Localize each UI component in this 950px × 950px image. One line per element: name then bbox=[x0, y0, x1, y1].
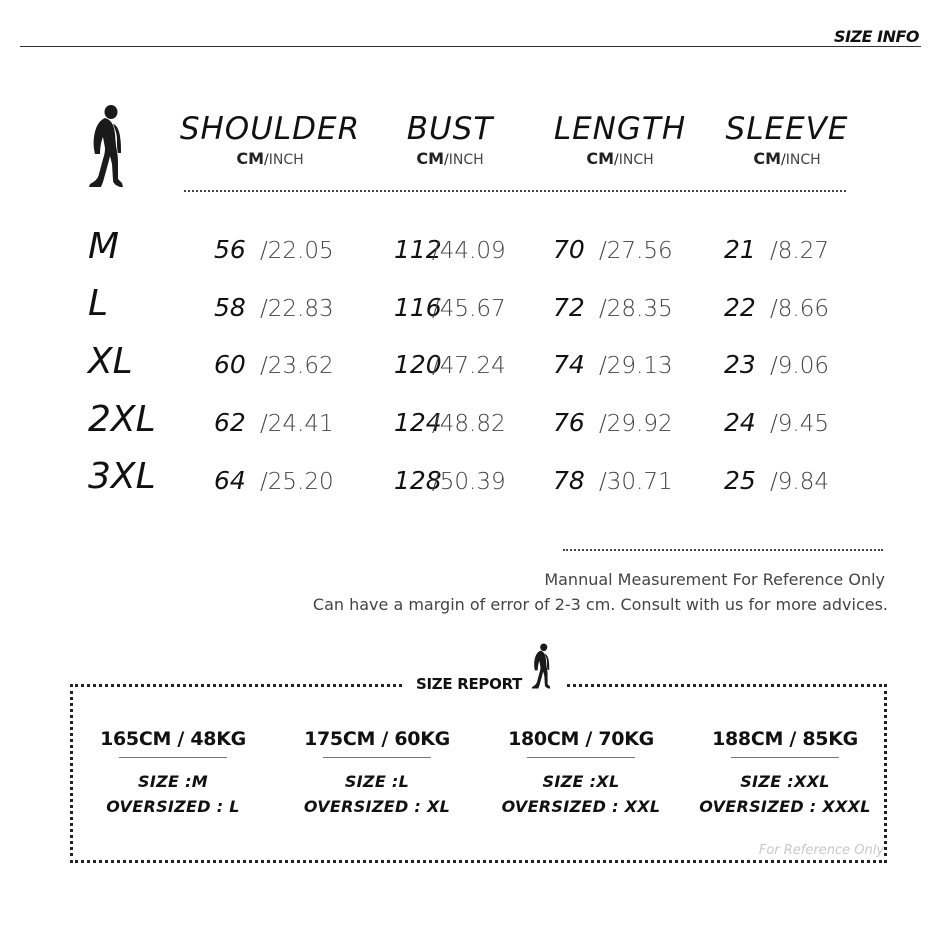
table-cell-shoulder: 56 /22.05 bbox=[214, 235, 334, 264]
column-name: SHOULDER bbox=[179, 111, 361, 147]
size-report-heading bbox=[404, 640, 564, 696]
table-cell-shoulder: 62 /24.41 bbox=[214, 408, 334, 437]
error-margin-note: Can have a margin of error of 2-3 cm. Consult with us for more advices. bbox=[312, 595, 888, 614]
entry-divider bbox=[731, 757, 839, 758]
size-report-entry bbox=[690, 726, 880, 819]
table-cell-sleeve: 21 /8.27 bbox=[724, 235, 829, 264]
height-weight: 165CM / 48KG bbox=[100, 728, 246, 750]
size-report-title: SIZE REPORT bbox=[416, 675, 523, 693]
height-weight: 175CM / 60KG bbox=[304, 728, 450, 750]
size-label: 2XL bbox=[88, 399, 156, 440]
size-report-entry bbox=[486, 726, 676, 819]
header-divider bbox=[20, 46, 921, 47]
reference-only-note: For Reference Only bbox=[758, 843, 884, 858]
column-unit: CM/INCH bbox=[416, 149, 484, 168]
column-name: SLEEVE bbox=[725, 111, 849, 147]
column-unit: CM/INCH bbox=[236, 149, 304, 168]
entry-divider bbox=[119, 757, 227, 758]
table-cell-length: 70 /27.56 bbox=[553, 235, 673, 264]
table-cell-sleeve: 25 /9.84 bbox=[724, 466, 829, 495]
size-report-entry bbox=[78, 726, 268, 819]
table-cell-shoulder: 64 /25.20 bbox=[214, 466, 334, 495]
oversized-size: OVERSIZED : XXL bbox=[501, 797, 661, 816]
entry-divider bbox=[323, 757, 431, 758]
table-cell-sleeve: 22 /8.66 bbox=[724, 293, 829, 322]
column-name: LENGTH bbox=[553, 111, 687, 147]
measurement-note: Mannual Measurement For Reference Only bbox=[544, 570, 885, 589]
height-weight: 180CM / 70KG bbox=[508, 728, 654, 750]
standing-figure-icon bbox=[530, 642, 552, 690]
oversized-size: OVERSIZED : XXXL bbox=[699, 797, 871, 816]
column-unit: CM/INCH bbox=[586, 149, 654, 168]
table-cell-bust: 120/47.24 bbox=[394, 350, 506, 379]
column-header-length bbox=[540, 111, 700, 172]
table-cell-bust: 116/45.67 bbox=[394, 293, 506, 322]
table-cell-shoulder: 58 /22.83 bbox=[214, 293, 334, 322]
table-cell-sleeve: 23 /9.06 bbox=[724, 350, 829, 379]
column-header-bust bbox=[370, 111, 530, 172]
height-weight: 188CM / 85KG bbox=[712, 728, 858, 750]
table-cell-bust: 112/44.09 bbox=[394, 235, 506, 264]
recommended-size: SIZE :XXL bbox=[740, 772, 830, 791]
table-cell-sleeve: 24 /9.45 bbox=[724, 408, 829, 437]
column-unit: CM/INCH bbox=[753, 149, 821, 168]
page-title: SIZE INFO bbox=[834, 27, 919, 46]
recommended-size: SIZE :L bbox=[344, 772, 410, 791]
table-cell-bust: 124/48.82 bbox=[394, 408, 506, 437]
entry-divider bbox=[527, 757, 635, 758]
column-name: BUST bbox=[406, 111, 494, 147]
table-cell-shoulder: 60 /23.62 bbox=[214, 350, 334, 379]
size-report-entry bbox=[282, 726, 472, 819]
oversized-size: OVERSIZED : XL bbox=[303, 797, 451, 816]
table-cell-length: 78 /30.71 bbox=[553, 466, 673, 495]
table-cell-length: 72 /28.35 bbox=[553, 293, 673, 322]
size-label: M bbox=[88, 226, 120, 267]
column-header-shoulder bbox=[175, 111, 365, 172]
recommended-size: SIZE :XL bbox=[542, 772, 620, 791]
standing-figure-icon bbox=[86, 104, 126, 188]
table-cell-length: 74 /29.13 bbox=[553, 350, 673, 379]
recommended-size: SIZE :M bbox=[138, 772, 208, 791]
size-label: L bbox=[88, 283, 109, 324]
column-header-sleeve bbox=[712, 111, 862, 172]
notes-dotted-divider bbox=[563, 549, 883, 551]
header-dotted-divider bbox=[184, 190, 846, 192]
oversized-size: OVERSIZED : L bbox=[106, 797, 240, 816]
table-cell-length: 76 /29.92 bbox=[553, 408, 673, 437]
size-label: 3XL bbox=[88, 456, 156, 497]
table-cell-bust: 128/50.39 bbox=[394, 466, 506, 495]
size-label: XL bbox=[88, 341, 133, 382]
